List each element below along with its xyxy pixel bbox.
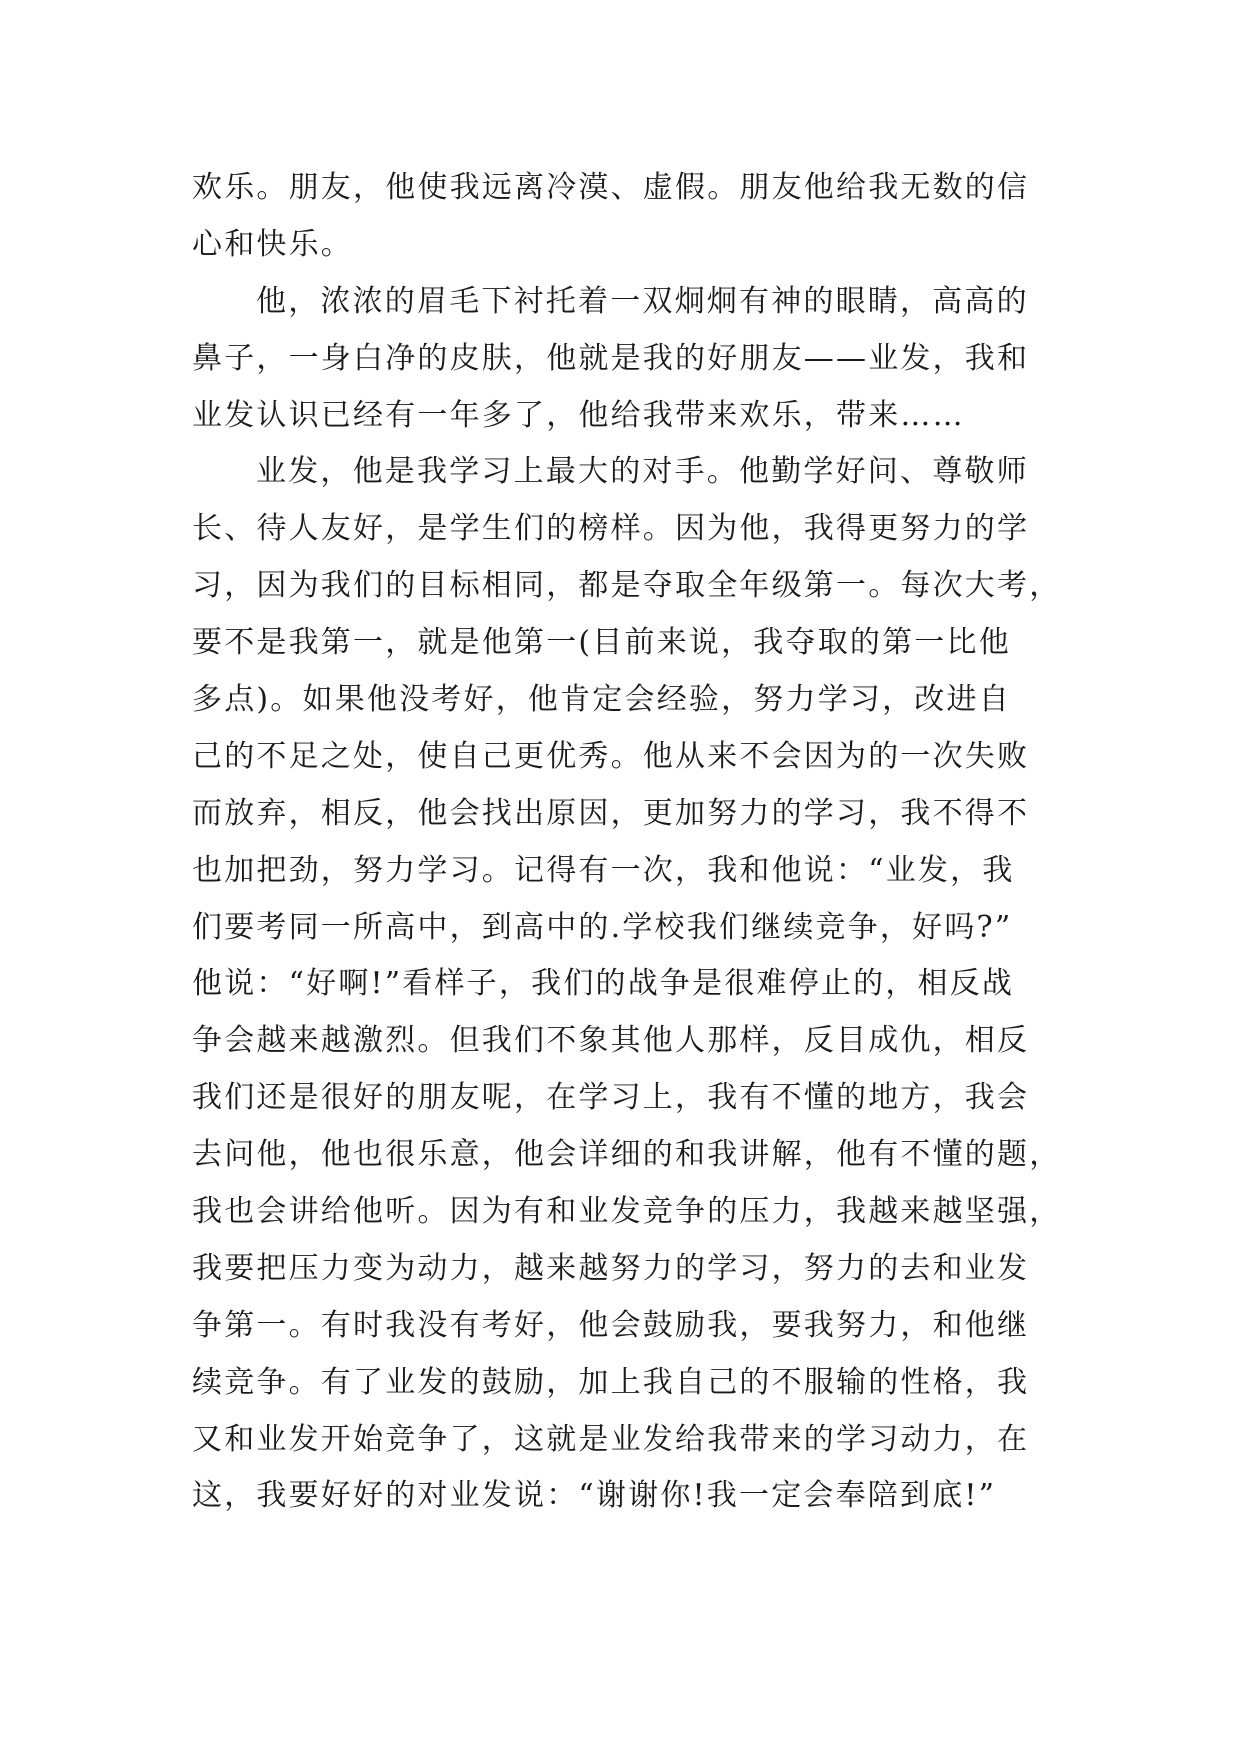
text-line: 争会越来越激烈。但我们不象其他人那样，反目成仇，相反: [192, 1023, 1030, 1059]
text-line: 业发认识已经有一年多了，他给我带来欢乐，带来……: [192, 397, 965, 433]
text-line: 我要把压力变为动力，越来越努力的学习，努力的去和业发: [192, 1250, 1030, 1286]
text-line: 又和业发开始竞争了，这就是业发给我带来的学习动力，在: [192, 1421, 1030, 1457]
text-line: 也加把劲，努力学习。记得有一次，我和他说：“业发，我: [192, 852, 1015, 888]
text-line: 我也会讲给他听。因为有和业发竞争的压力，我越来越坚强，: [192, 1194, 1062, 1230]
text-line: 我们还是很好的朋友呢，在学习上，我有不懂的地方，我会: [192, 1080, 1030, 1116]
paragraph-first-line: 他，浓浓的眉毛下衬托着一双炯炯有神的眼睛，高高的: [256, 283, 1029, 319]
text-line: 争第一。有时我没有考好，他会鼓励我，要我努力，和他继: [192, 1307, 1030, 1343]
text-line: 多点)。如果他没考好，他肯定会经验，努力学习，改进自: [192, 682, 1011, 718]
text-line: 而放弃，相反，他会找出原因，更加努力的学习，我不得不: [192, 795, 1030, 831]
paragraph-first-line: 业发，他是我学习上最大的对手。他勤学好问、尊敬师: [256, 454, 1029, 490]
text-line: 要不是我第一，就是他第一(目前来说，我夺取的第一比他: [192, 625, 1011, 661]
text-line: 去问他，他也很乐意，他会详细的和我讲解，他有不懂的题，: [192, 1137, 1062, 1173]
text-line: 这，我要好好的对业发说：“谢谢你!我一定会奉陪到底!”: [192, 1478, 997, 1514]
text-line: 们要考同一所高中，到高中的.学校我们继续竞争，好吗?”: [192, 909, 1013, 945]
text-line: 长、待人友好，是学生们的榜样。因为他，我得更努力的学: [192, 511, 1030, 547]
text-line: 鼻子，一身白净的皮肤，他就是我的好朋友——业发，我和: [192, 340, 1030, 376]
text-line: 己的不足之处，使自己更优秀。他从来不会因为的一次失败: [192, 738, 1030, 774]
text-line: 续竞争。有了业发的鼓励，加上我自己的不服输的性格，我: [192, 1364, 1030, 1400]
text-line: 习，因为我们的目标相同，都是夺取全年级第一。每次大考，: [192, 568, 1062, 604]
text-line: 他说：“好啊!”看样子，我们的战争是很难停止的，相反战: [192, 966, 1015, 1002]
text-line: 心和快乐。: [192, 226, 353, 262]
essay-body: [192, 160, 1062, 1525]
text-line: 欢乐。朋友，他使我远离冷漠、虚假。朋友他给我无数的信: [192, 170, 1030, 205]
